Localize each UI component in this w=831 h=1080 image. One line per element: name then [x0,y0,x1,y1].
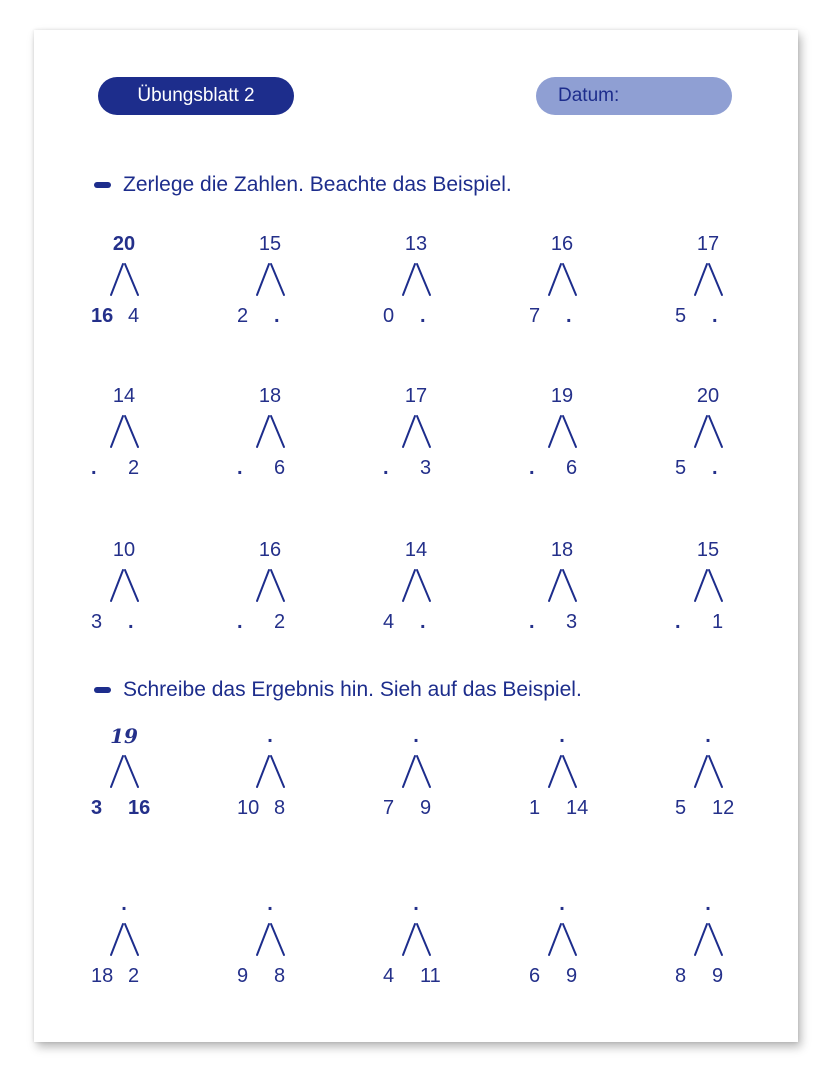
branch-lines-icon [399,567,435,605]
number-tree [668,724,788,824]
tree-total: 17 [404,385,428,407]
branch-lines-icon [545,921,581,959]
branch-lines-icon [691,921,727,959]
worksheet-page [34,30,798,1042]
tree-left-part: . [383,457,389,479]
tree-right-part: 6 [274,457,286,479]
tree-right-part: 2 [128,965,140,987]
number-tree [84,892,204,992]
branch-lines-icon [253,261,289,299]
tree-left-part: 8 [675,965,687,987]
tree-left-part: 3 [91,611,103,633]
tree-right-part: 11 [420,965,441,987]
tree-right-part: 6 [566,457,578,479]
branch-lines-icon [253,921,289,959]
number-tree [230,232,350,332]
branch-lines-icon [107,413,143,451]
tree-left-part: 0 [383,305,395,327]
instruction-1-text: Zerlege die Zahlen. Beachte das Beispiel. [123,173,512,196]
tree-total: 19 [550,385,574,407]
tree-left-part: 4 [383,611,395,633]
tree-left-part: . [529,611,535,633]
tree-total: . [705,893,711,915]
number-tree [230,384,350,484]
number-tree [84,538,204,638]
tree-right-part: 16 [128,797,151,819]
number-tree [522,538,642,638]
number-tree [84,232,204,332]
branch-lines-icon [107,921,143,959]
number-tree [376,232,496,332]
tree-right-part: 1 [712,611,724,633]
branch-lines-icon [107,753,143,791]
instruction-2 [94,678,582,702]
tree-right-part: 3 [420,457,432,479]
tree-left-part: 7 [383,797,395,819]
tree-right-part: 8 [274,965,286,987]
tree-total: 15 [696,539,720,561]
tree-total: 14 [404,539,428,561]
tree-left-part: 10 [237,797,260,819]
tree-right-part: . [128,611,134,633]
tree-total: 10 [112,539,136,561]
branch-lines-icon [107,261,143,299]
number-tree [376,892,496,992]
tree-right-part: 12 [712,797,735,819]
branch-lines-icon [545,753,581,791]
branch-lines-icon [691,567,727,605]
tree-left-part: 1 [529,797,541,819]
tree-right-part: 9 [420,797,432,819]
branch-lines-icon [399,921,435,959]
tree-left-part: 16 [91,305,114,327]
tree-left-part: 9 [237,965,249,987]
branch-lines-icon [253,753,289,791]
number-tree [376,724,496,824]
tree-total: 15 [258,233,282,255]
number-tree [230,538,350,638]
tree-total: 16 [550,233,574,255]
branch-lines-icon [399,261,435,299]
number-tree [230,892,350,992]
tree-left-part: . [675,611,681,633]
tree-total: . [559,725,565,747]
tree-total: 19 [110,724,138,748]
number-tree [522,384,642,484]
tree-left-part: . [237,611,243,633]
branch-lines-icon [691,753,727,791]
date-field [536,77,732,115]
branch-lines-icon [253,413,289,451]
tree-left-part: 2 [237,305,249,327]
number-tree [376,384,496,484]
branch-lines-icon [545,567,581,605]
branch-lines-icon [545,413,581,451]
number-tree [230,724,350,824]
tree-total: 20 [112,233,136,255]
tree-right-part: . [420,305,426,327]
tree-left-part: 7 [529,305,541,327]
tree-total: . [267,893,273,915]
number-tree [376,538,496,638]
branch-lines-icon [691,413,727,451]
branch-lines-icon [691,261,727,299]
tree-total: . [413,893,419,915]
tree-total: 18 [258,385,282,407]
number-tree [668,232,788,332]
tree-right-part: 3 [566,611,578,633]
bullet-dash-icon [94,687,111,693]
tree-right-part: . [712,305,718,327]
tree-right-part: . [420,611,426,633]
number-tree [84,724,204,824]
tree-total: 14 [112,385,136,407]
tree-total: . [413,725,419,747]
number-tree [522,232,642,332]
tree-right-part: . [274,305,280,327]
branch-lines-icon [399,753,435,791]
tree-total: . [121,893,127,915]
number-tree [522,724,642,824]
bullet-dash-icon [94,182,111,188]
tree-total: 20 [696,385,720,407]
number-tree [668,538,788,638]
instruction-1 [94,173,512,197]
tree-left-part: 3 [91,797,103,819]
tree-total: . [267,725,273,747]
tree-total: 18 [550,539,574,561]
tree-left-part: . [91,457,97,479]
tree-right-part: . [566,305,572,327]
tree-left-part: 4 [383,965,395,987]
tree-right-part: 2 [128,457,140,479]
number-tree [522,892,642,992]
tree-right-part: 9 [566,965,578,987]
instruction-2-text: Schreibe das Ergebnis hin. Sieh auf das Beispiel. [123,678,582,701]
tree-total: . [705,725,711,747]
tree-right-part: . [712,457,718,479]
worksheet-title: Übungsblatt 2 [137,85,255,106]
branch-lines-icon [253,567,289,605]
tree-left-part: 6 [529,965,541,987]
branch-lines-icon [545,261,581,299]
tree-left-part: 5 [675,457,687,479]
tree-total: 13 [404,233,428,255]
tree-left-part: . [237,457,243,479]
worksheet-title-badge [98,77,294,115]
number-tree [668,892,788,992]
tree-right-part: 4 [128,305,140,327]
tree-left-part: 18 [91,965,114,987]
tree-total: 17 [696,233,720,255]
tree-right-part: 9 [712,965,724,987]
number-tree [84,384,204,484]
tree-left-part: 5 [675,305,687,327]
number-tree [668,384,788,484]
branch-lines-icon [107,567,143,605]
branch-lines-icon [399,413,435,451]
tree-right-part: 14 [566,797,589,819]
tree-right-part: 2 [274,611,286,633]
tree-right-part: 8 [274,797,286,819]
tree-left-part: 5 [675,797,687,819]
date-label: Datum: [558,85,620,106]
tree-total: . [559,893,565,915]
tree-left-part: . [529,457,535,479]
tree-total: 16 [258,539,282,561]
